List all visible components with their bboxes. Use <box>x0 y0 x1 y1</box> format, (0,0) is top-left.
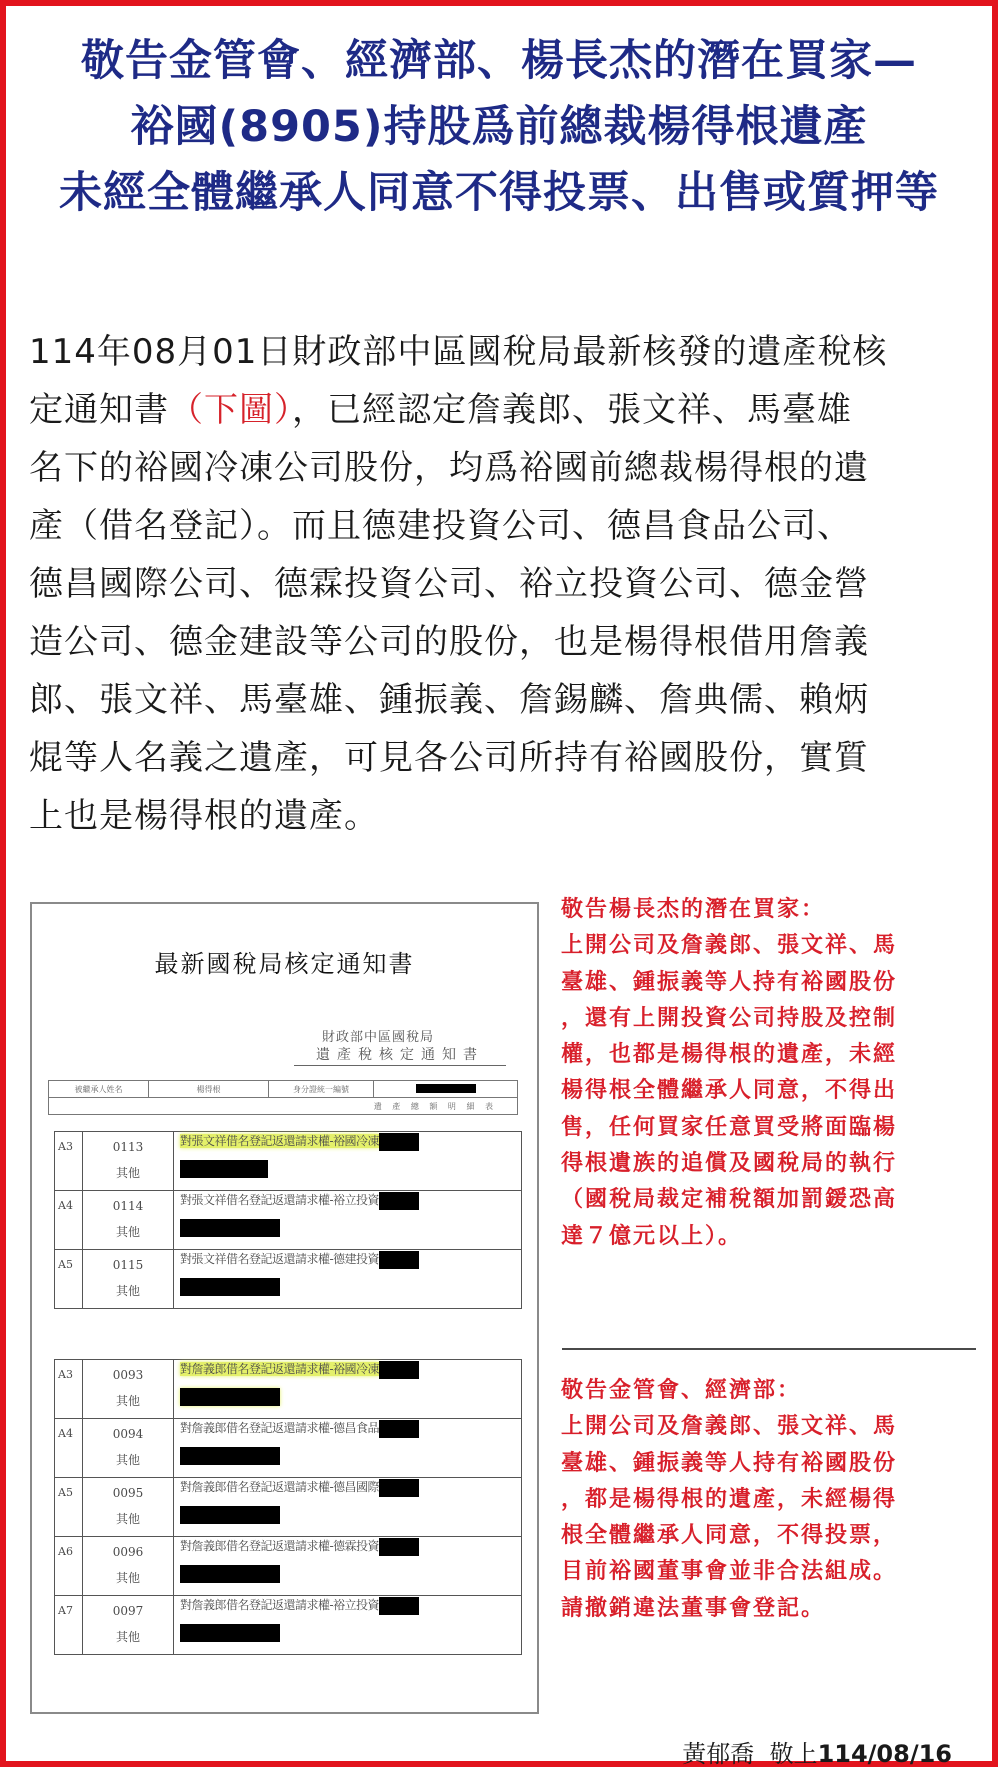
row-code: 0096 <box>112 1545 144 1559</box>
row-index: A4 <box>55 1419 83 1478</box>
tax-office-name: 財政部中區國稅局 <box>322 1030 435 1045</box>
asset-table-zhang <box>54 1131 522 1309</box>
row-code-cell <box>83 1537 174 1596</box>
redaction-bar <box>180 1624 280 1642</box>
row-type: 其他 <box>115 1166 140 1180</box>
notice-line: ，還有上開投資公司持股及控制 <box>561 1005 898 1031</box>
redaction-bar <box>180 1278 280 1296</box>
notice-line: 請撤銷違法董事會登記。 <box>561 1595 826 1621</box>
row-description-cell <box>174 1478 522 1537</box>
notice-heading: 敬告楊長杰的潛在買家： <box>561 897 826 922</box>
body-line: 114年08月01日財政部中區國稅局最新核發的遺產稅核 <box>29 332 888 372</box>
row-description: 對詹義郎借名登記返還請求權-裕國冷凍 <box>180 1362 380 1376</box>
row-description-cell <box>174 1360 522 1419</box>
body-line: 德昌國際公司、德霖投資公司、裕立投資公司、德金營 <box>29 564 869 604</box>
row-description-cell <box>174 1596 522 1655</box>
redaction-bar <box>180 1388 280 1406</box>
notice-line: 楊得根全體繼承人同意，不得出 <box>561 1078 898 1104</box>
row-index: A3 <box>55 1132 83 1191</box>
redaction-bar <box>416 1084 476 1093</box>
signer-name: 黃郁喬 <box>682 1740 755 1768</box>
notice-to-regulators <box>561 1373 981 1627</box>
document-heading: 最新國稅局核定通知書 <box>154 950 415 978</box>
notice-line: 上開公司及詹義郎、張文祥、馬 <box>561 1414 898 1440</box>
body-line: 上也是楊得根的遺產。 <box>29 796 379 836</box>
table-row <box>55 1250 522 1309</box>
redaction-bar <box>379 1597 419 1615</box>
notice-line: 上開公司及詹義郎、張文祥、馬 <box>561 933 898 959</box>
row-description-cell <box>174 1250 522 1309</box>
row-code: 0115 <box>112 1258 144 1272</box>
decedent-name: 楊得根 <box>149 1081 269 1098</box>
redaction-bar <box>379 1133 419 1151</box>
body-line <box>29 381 979 439</box>
headline-line-1: 敬告金管會、經濟部、楊長杰的潛在買家— <box>81 36 917 86</box>
tax-notice-document-image <box>30 902 539 1714</box>
redaction-bar <box>180 1565 280 1583</box>
notice-line: 根全體繼承人同意，不得投票， <box>561 1523 898 1549</box>
signature-date: 114/08/16 <box>817 1740 952 1768</box>
asset-table-zhan <box>54 1359 522 1655</box>
row-code-cell <box>83 1419 174 1478</box>
body-line: 郎、張文祥、馬臺雄、鍾振義、詹錫麟、詹典儒、賴炳 <box>29 680 869 720</box>
row-description-cell <box>174 1191 522 1250</box>
row-code-cell <box>83 1596 174 1655</box>
row-type: 其他 <box>115 1630 140 1644</box>
row-description: 對詹義郎借名登記返還請求權-德昌食品 <box>180 1421 380 1435</box>
row-code: 0097 <box>112 1604 144 1618</box>
row-description-cell <box>174 1132 522 1191</box>
id-value-redacted <box>374 1081 518 1098</box>
detail-label: 遺 產 總 額 明 細 表 <box>49 1098 518 1115</box>
row-index: A4 <box>55 1191 83 1250</box>
notice-divider <box>562 1348 976 1350</box>
row-code-cell <box>83 1132 174 1191</box>
row-code-cell <box>83 1191 174 1250</box>
notice-line: （國稅局裁定補稅額加罰鍰恐高 <box>561 1187 898 1213</box>
row-code: 0095 <box>112 1486 144 1500</box>
redaction-bar <box>379 1361 419 1379</box>
table-row <box>55 1596 522 1655</box>
row-index: A6 <box>55 1537 83 1596</box>
row-index: A3 <box>55 1360 83 1419</box>
table-row <box>55 1132 522 1191</box>
row-type: 其他 <box>115 1571 140 1585</box>
row-description: 對張文祥借名登記返還請求權-裕立投資 <box>180 1193 380 1207</box>
row-type: 其他 <box>115 1512 140 1526</box>
notice-line: 得根遺族的追償及國稅局的執行 <box>561 1151 898 1177</box>
row-description: 對張文祥借名登記返還請求權-德建投資 <box>180 1252 380 1266</box>
redaction-bar <box>180 1219 280 1237</box>
row-index: A5 <box>55 1478 83 1537</box>
row-code-cell <box>83 1360 174 1419</box>
id-label: 身分證統一編號 <box>269 1081 374 1098</box>
row-description-cell <box>174 1419 522 1478</box>
row-description: 對詹義郎借名登記返還請求權-德昌國際 <box>180 1480 380 1494</box>
row-type: 其他 <box>115 1225 140 1239</box>
redaction-bar <box>379 1420 419 1438</box>
notice-line: 臺雄、鍾振義等人持有裕國股份 <box>561 969 898 995</box>
notice-line: 目前裕國董事會並非合法組成。 <box>561 1559 898 1585</box>
table-row <box>55 1360 522 1419</box>
table-row <box>55 1537 522 1596</box>
form-title: 遺產稅核定通知書 <box>294 1044 506 1066</box>
decedent-label: 被繼承人姓名 <box>49 1081 149 1098</box>
redaction-bar <box>379 1479 419 1497</box>
headline-line-3: 未經全體繼承人同意不得投票、出售或質押等 <box>59 168 939 218</box>
notice-line: ，都是楊得根的遺產，未經楊得 <box>561 1486 898 1512</box>
notice-heading: 敬告金管會、經濟部： <box>561 1378 802 1403</box>
redaction-bar <box>379 1251 419 1269</box>
row-code-cell <box>83 1478 174 1537</box>
row-code: 0093 <box>112 1368 144 1382</box>
notice-line: 臺雄、鍾振義等人持有裕國股份 <box>561 1450 898 1476</box>
headline <box>6 28 992 226</box>
redaction-bar <box>379 1192 419 1210</box>
notice-line: 權，也都是楊得根的遺產，未經 <box>561 1042 898 1068</box>
redaction-bar <box>180 1160 268 1178</box>
table-row <box>55 1478 522 1537</box>
row-index: A5 <box>55 1250 83 1309</box>
row-type: 其他 <box>115 1284 140 1298</box>
row-type: 其他 <box>115 1453 140 1467</box>
body-line: 造公司、德金建設等公司的股份，也是楊得根借用詹義 <box>29 622 869 662</box>
body-line: 名下的裕國冷凍公司股份，均爲裕國前總裁楊得根的遺 <box>29 448 869 488</box>
body-paragraph <box>29 323 979 845</box>
body-text: ，已經認定詹義郎、張文祥、馬臺雄 <box>292 390 852 430</box>
row-type: 其他 <box>115 1394 140 1408</box>
redaction-bar <box>180 1506 280 1524</box>
row-description: 對張文祥借名登記返還請求權-裕國冷凍 <box>180 1134 380 1148</box>
row-code: 0113 <box>112 1140 144 1154</box>
row-description: 對詹義郎借名登記返還請求權-德霖投資 <box>180 1539 380 1553</box>
row-description-cell <box>174 1537 522 1596</box>
redaction-bar <box>379 1538 419 1556</box>
row-description: 對詹義郎借名登記返還請求權-裕立投資 <box>180 1598 380 1612</box>
row-code: 0114 <box>112 1199 144 1213</box>
notice-line: 售，任何買家任意買受將面臨楊 <box>561 1114 898 1140</box>
figure-reference: （下圖） <box>169 390 292 430</box>
body-line: 產（借名登記）。而且德建投資公司、德昌食品公司、 <box>29 506 852 546</box>
notice-to-buyers <box>561 892 981 1255</box>
row-code-cell <box>83 1250 174 1309</box>
notice-line: 達７億元以上）。 <box>561 1223 743 1249</box>
body-line: 焜等人名義之遺產，可見各公司所持有裕國股份，實質 <box>29 738 869 778</box>
table-row <box>55 1419 522 1478</box>
signature-closing: 敬上 <box>769 1740 818 1768</box>
body-text: 定通知書 <box>29 390 169 430</box>
decedent-info-table <box>48 1080 518 1115</box>
signature <box>682 1734 952 1769</box>
row-code: 0094 <box>112 1427 144 1441</box>
headline-line-2: 裕國(8905)持股爲前總裁楊得根遺產 <box>130 102 868 152</box>
table-row <box>55 1191 522 1250</box>
row-index: A7 <box>55 1596 83 1655</box>
redaction-bar <box>180 1447 280 1465</box>
